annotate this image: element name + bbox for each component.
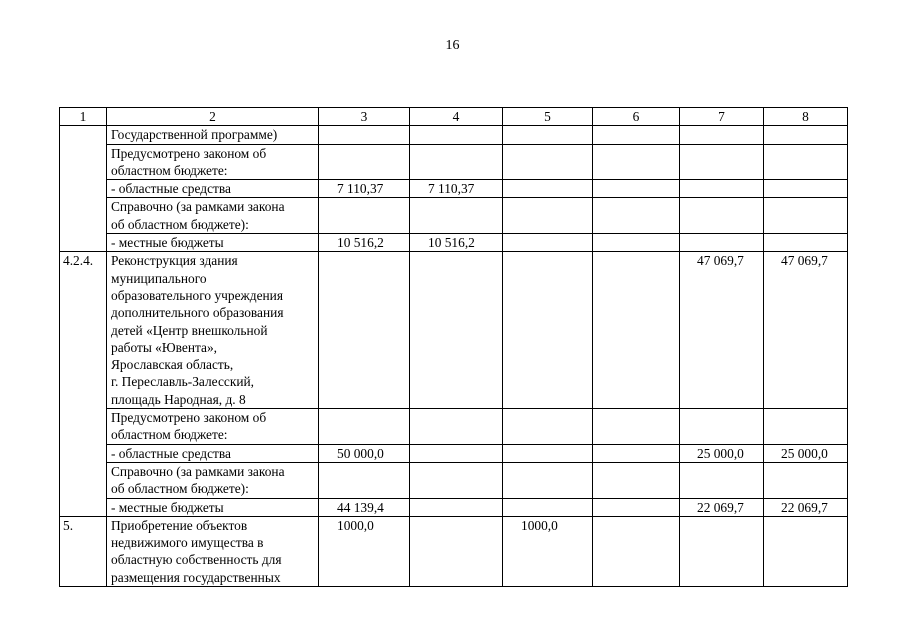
row-id-cell xyxy=(60,409,107,445)
row-value-col8 xyxy=(764,234,848,252)
row-value-col8: 47 069,7 xyxy=(764,252,848,409)
row-value-col3 xyxy=(319,126,410,144)
row-name-cell: Справочно (за рамками закона об областном бюджете): xyxy=(107,462,319,498)
row-id-cell xyxy=(60,462,107,498)
row-value-col7 xyxy=(680,409,764,445)
row-value-col7 xyxy=(680,234,764,252)
row-value-col3 xyxy=(319,198,410,234)
row-value-col4 xyxy=(410,444,503,462)
row-name-cell: Государственной программе) xyxy=(107,126,319,144)
row-value-col6 xyxy=(593,498,680,516)
row-value-col3: 10 516,2 xyxy=(319,234,410,252)
row-value-col8 xyxy=(764,516,848,586)
header-cell: 5 xyxy=(503,108,593,126)
row-value-col8 xyxy=(764,462,848,498)
header-cell: 6 xyxy=(593,108,680,126)
row-id-cell xyxy=(60,444,107,462)
budget-table xyxy=(59,107,848,587)
row-value-col4 xyxy=(410,409,503,445)
table-header-row xyxy=(60,108,848,126)
header-cell: 8 xyxy=(764,108,848,126)
row-name-cell: - областные средства xyxy=(107,180,319,198)
row-value-col5 xyxy=(503,144,593,180)
table-row xyxy=(60,516,848,586)
row-name-cell: - местные бюджеты xyxy=(107,234,319,252)
row-value-col6 xyxy=(593,409,680,445)
table-row xyxy=(60,180,848,198)
row-value-col5 xyxy=(503,234,593,252)
row-value-col7 xyxy=(680,180,764,198)
header-cell: 4 xyxy=(410,108,503,126)
header-cell: 7 xyxy=(680,108,764,126)
row-value-col6 xyxy=(593,144,680,180)
row-value-col6 xyxy=(593,252,680,409)
row-value-col3 xyxy=(319,462,410,498)
row-value-col5 xyxy=(503,409,593,445)
header-cell: 3 xyxy=(319,108,410,126)
row-name-cell: - областные средства xyxy=(107,444,319,462)
row-value-col4 xyxy=(410,252,503,409)
row-value-col4 xyxy=(410,516,503,586)
row-value-col4 xyxy=(410,198,503,234)
row-value-col3: 50 000,0 xyxy=(319,444,410,462)
row-value-col8 xyxy=(764,198,848,234)
row-value-col6 xyxy=(593,444,680,462)
table-row xyxy=(60,198,848,234)
row-value-col4 xyxy=(410,498,503,516)
row-value-col5 xyxy=(503,126,593,144)
row-name-cell: Предусмотрено законом об областном бюджете: xyxy=(107,144,319,180)
table-row xyxy=(60,234,848,252)
row-value-col8 xyxy=(764,144,848,180)
header-cell: 2 xyxy=(107,108,319,126)
row-value-col4: 7 110,37 xyxy=(410,180,503,198)
row-value-col6 xyxy=(593,126,680,144)
row-value-col3: 44 139,4 xyxy=(319,498,410,516)
row-name-cell: Реконструкция здания муниципального образовательного учреждения дополнительного образования детей «Центр внешкольной работы «Ювента», Ярославская область, г. Переславль-Залесский, площадь Народная, д. 8 xyxy=(107,252,319,409)
row-value-col4 xyxy=(410,126,503,144)
row-value-col8 xyxy=(764,126,848,144)
row-id-cell xyxy=(60,144,107,180)
row-id-cell xyxy=(60,198,107,234)
row-value-col3 xyxy=(319,409,410,445)
row-value-col7 xyxy=(680,198,764,234)
row-value-col3 xyxy=(319,144,410,180)
page-number: 16 xyxy=(445,38,460,53)
row-id-cell xyxy=(60,234,107,252)
row-value-col8 xyxy=(764,180,848,198)
row-value-col3: 1000,0 xyxy=(319,516,410,586)
row-value-col7: 22 069,7 xyxy=(680,498,764,516)
row-value-col6 xyxy=(593,462,680,498)
row-value-col5 xyxy=(503,198,593,234)
header-cell: 1 xyxy=(60,108,107,126)
row-id-cell xyxy=(60,498,107,516)
row-value-col6 xyxy=(593,516,680,586)
row-value-col6 xyxy=(593,180,680,198)
row-value-col7 xyxy=(680,516,764,586)
row-value-col6 xyxy=(593,198,680,234)
table-row xyxy=(60,462,848,498)
row-value-col8: 22 069,7 xyxy=(764,498,848,516)
row-value-col3 xyxy=(319,252,410,409)
row-value-col5: 1000,0 xyxy=(503,516,593,586)
row-value-col5 xyxy=(503,444,593,462)
row-id-cell: 5. xyxy=(60,516,107,586)
row-value-col4 xyxy=(410,144,503,180)
row-value-col4: 10 516,2 xyxy=(410,234,503,252)
table-row xyxy=(60,126,848,144)
row-name-cell: Приобретение объектов недвижимого имущества в областную собственность для размещения государственных xyxy=(107,516,319,586)
table-row xyxy=(60,498,848,516)
row-id-cell: 4.2.4. xyxy=(60,252,107,409)
row-value-col7 xyxy=(680,462,764,498)
table-row xyxy=(60,444,848,462)
row-value-col3: 7 110,37 xyxy=(319,180,410,198)
row-value-col7: 47 069,7 xyxy=(680,252,764,409)
row-value-col4 xyxy=(410,462,503,498)
row-name-cell: - местные бюджеты xyxy=(107,498,319,516)
table-row xyxy=(60,144,848,180)
row-value-col5 xyxy=(503,252,593,409)
table-row xyxy=(60,252,848,409)
row-id-cell xyxy=(60,180,107,198)
row-value-col5 xyxy=(503,498,593,516)
row-name-cell: Справочно (за рамками закона об областном бюджете): xyxy=(107,198,319,234)
row-value-col7 xyxy=(680,126,764,144)
row-value-col7: 25 000,0 xyxy=(680,444,764,462)
table-row xyxy=(60,409,848,445)
row-value-col8 xyxy=(764,409,848,445)
row-name-cell: Предусмотрено законом об областном бюджете: xyxy=(107,409,319,445)
row-value-col7 xyxy=(680,144,764,180)
row-value-col8: 25 000,0 xyxy=(764,444,848,462)
row-value-col6 xyxy=(593,234,680,252)
row-id-cell xyxy=(60,126,107,144)
row-value-col5 xyxy=(503,180,593,198)
row-value-col5 xyxy=(503,462,593,498)
